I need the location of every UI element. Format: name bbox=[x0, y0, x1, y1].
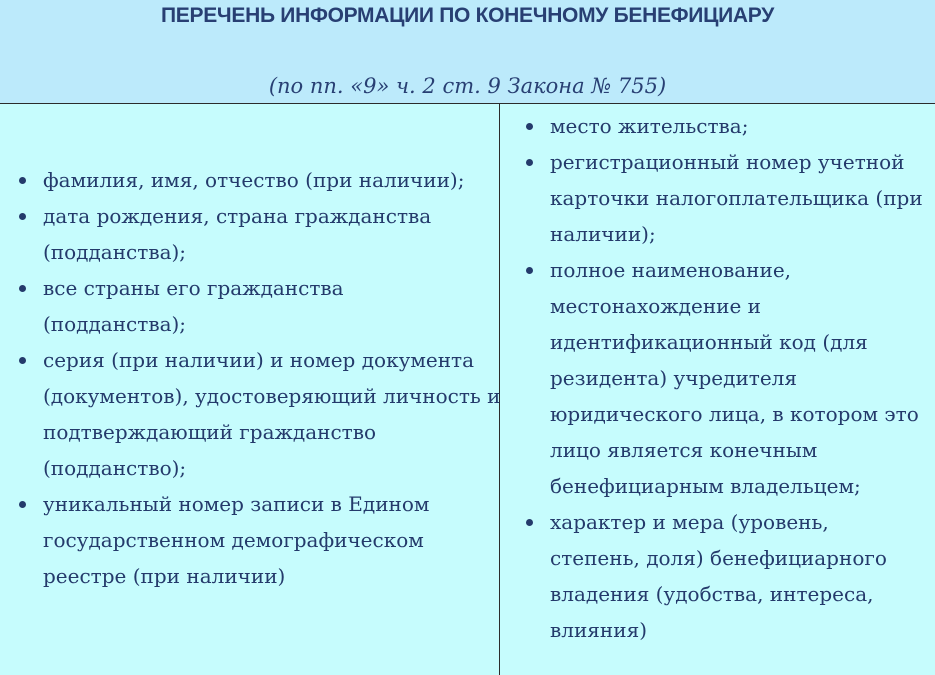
right-bullet-list bbox=[507, 108, 935, 648]
list-item: все страны его гражданства (подданства); bbox=[0, 270, 373, 342]
list-item: серия (при наличии) и номер документа (документов), удостоверяющий личность и подтверждающий гражданство (подданство); bbox=[0, 342, 513, 486]
list-item: регистрационный номер учетной карточки налогоплательщика (при наличии); bbox=[507, 144, 935, 252]
list-item: фамилия, имя, отчество (при наличии); bbox=[0, 162, 500, 198]
header bbox=[0, 0, 935, 104]
list-item: уникальный номер записи в Едином государственном демографическом реестре (при наличии) bbox=[0, 486, 473, 594]
left-bullet-list bbox=[0, 162, 500, 594]
list-item: место жительства; bbox=[507, 108, 935, 144]
list-item: полное наименование, местонахождение и идентификационный код (для резидента) учредителя юридического лица, в котором это лицо является конечным бенефициарным владельцем; bbox=[507, 252, 935, 504]
page-title: ПЕРЕЧЕНЬ ИНФОРМАЦИИ ПО КОНЕЧНОМУ БЕНЕФИЦИАРУ bbox=[161, 4, 774, 27]
list-item: характер и мера (уровень, степень, доля) бенефициарного владения (удобства, интереса, влияния) bbox=[507, 504, 910, 648]
list-item: дата рождения, страна гражданства (подданства); bbox=[0, 198, 463, 270]
page-subtitle: (по пп. «9» ч. 2 ст. 9 Закона № 755) bbox=[268, 74, 667, 98]
